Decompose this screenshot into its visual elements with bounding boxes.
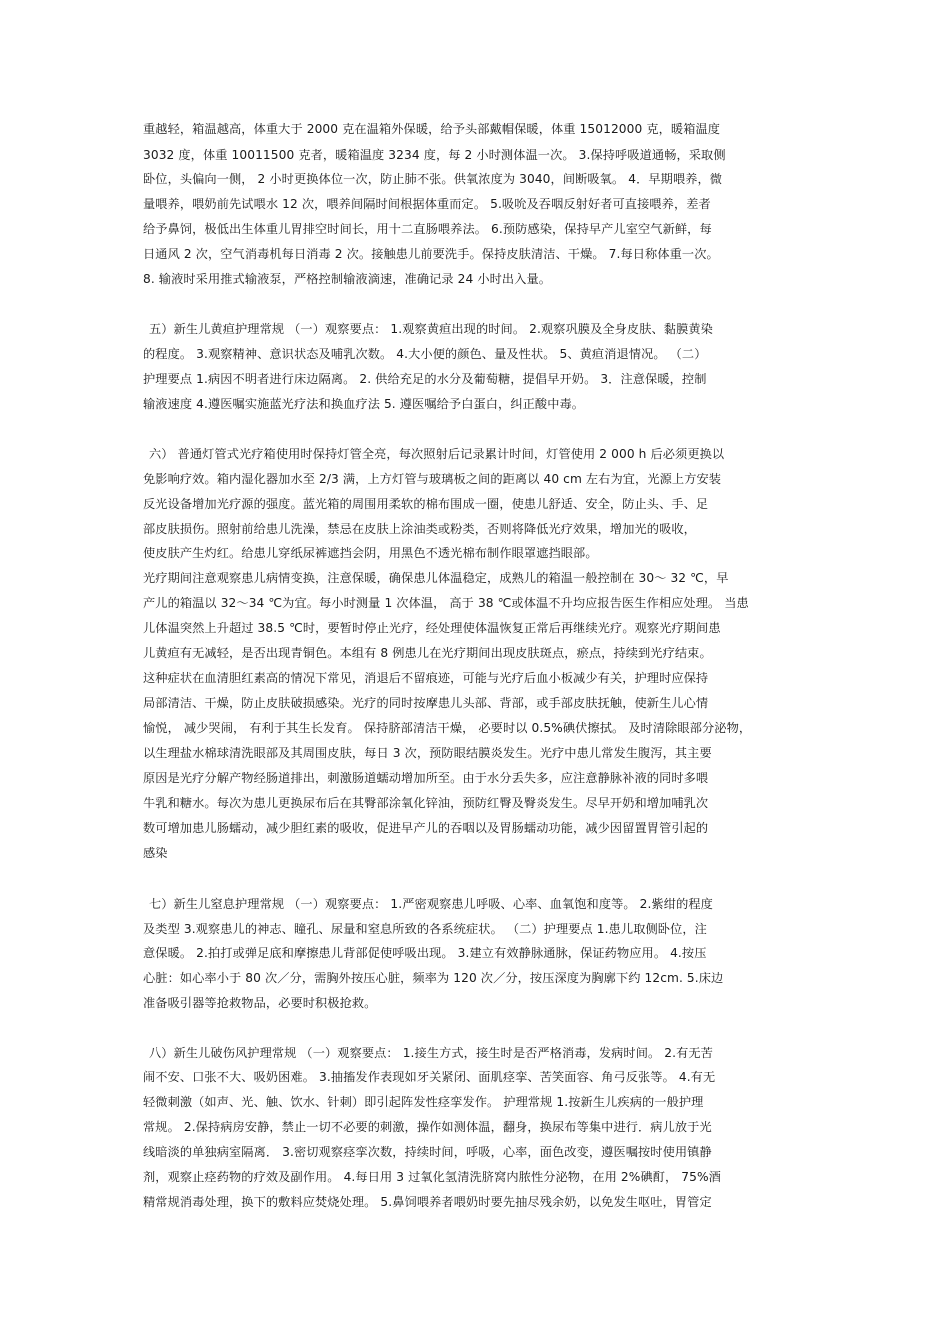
text-line: 部皮肤损伤。照射前给患儿洗澡，禁忌在皮肤上涂油类或粉类，否则将降低光疗效果，增加光的吸收， xyxy=(143,522,696,536)
text-line: 剂，观察止痉药物的疗效及副作用。 4.每日用 3 过氧化氢清洗脐窝内脓性分泌物，在用 2%碘酊， 75%酒 xyxy=(143,1170,721,1184)
text-line: 准备吸引器等抢救物品，必要时积极抢救。 xyxy=(143,996,377,1010)
section-6-heading-line: 六） 普通灯管式光疗箱使用时保持灯管全亮，每次照射后记录累计时间，灯管使用 2 000 h 后必须更换以 xyxy=(149,447,725,461)
text-line: 日通风 2 次，空气消毒机每日消毒 2 次。接触患儿前要洗手。保持皮肤清洁、干燥。 7.每日称体重一次。 xyxy=(143,247,719,261)
text-line: 使皮肤产生灼红。给患儿穿纸尿裤遮挡会阴，用黑色不透光棉布制作眼罩遮挡眼部。 xyxy=(143,546,598,560)
text-line: 3032 度，体重 10011500 克者，暖箱温度 3234 度，每 2 小时测体温一次。 3.保持呼吸道通畅，采取侧 xyxy=(143,148,726,162)
section-5-heading-line: 五）新生儿黄疸护理常规 （一）观察要点： 1.观察黄疸出现的时间。 2.观察巩膜及全身皮肤、黏膜黄染 xyxy=(149,322,713,336)
text-line: 卧位，头偏向一侧， 2 小时更换体位一次，防止肺不张。供氧浓度为 3040，间断吸氧。 4．早期喂养，微 xyxy=(143,172,723,186)
text-line: 免影响疗效。箱内湿化器加水至 2/3 满，上方灯管与玻璃板之间的距离以 40 cm 左右为宜，光源上方安装 xyxy=(143,472,722,486)
text-line: 闹不安、口张不大、吸奶困难。 3.抽搐发作表现如牙关紧闭、面肌痉挛、苦笑面容、角弓反张等。 4.有无 xyxy=(143,1070,716,1084)
text-line: 给予鼻饲，极低出生体重儿胃排空时间长，用十二直肠喂养法。 6.预防感染，保持早产儿室空气新鲜，每 xyxy=(143,222,712,236)
text-line: 愉悦， 减少哭闹， 有利于其生长发育。 保持脐部清洁干燥， 必要时以 0.5%碘伏擦拭。 及时清除眼部分泌物， xyxy=(143,721,752,735)
text-line: 产儿的箱温以 32～34 ℃为宜。每小时测量 1 次体温， 高于 38 ℃或体温不升均应报告医生作相应处理。 当患 xyxy=(143,596,749,610)
text-line: 输液速度 4.遵医嘱实施蓝光疗法和换血疗法 5. 遵医嘱给予白蛋白，纠正酸中毒。 xyxy=(143,397,585,411)
text-line: 的程度。 3.观察精神、意识状态及哺乳次数。 4.大小便的颜色、量及性状。 5、黄疸消退情况。 （二） xyxy=(143,347,707,361)
text-line: 8. 输液时采用推式输液泵，严格控制输液滴速，准确记录 24 小时出入量。 xyxy=(143,272,552,286)
text-line: 护理要点 1.病因不明者进行床边隔离。 2. 供给充足的水分及葡萄糖，提倡早开奶。 3．注意保暖，控制 xyxy=(143,372,707,386)
text-line: 心脏：如心率小于 80 次／分，需胸外按压心脏，频率为 120 次／分，按压深度为胸廓下约 12cm. 5.床边 xyxy=(143,971,724,985)
text-line: 线暗淡的单独病室隔离． 3.密切观察痉挛次数，持续时间，呼吸，心率，面色改变，遵医嘱按时使用镇静 xyxy=(143,1145,712,1159)
text-line: 原因是光疗分解产物经肠道排出，刺激肠道蠕动增加所至。由于水分丢失多，应注意静脉补液的同时多喂 xyxy=(143,771,709,785)
text-line: 反光设备增加光疗源的强度。蓝光箱的周围用柔软的棉布围成一圈，使患儿舒适、安全，防止头、手、足 xyxy=(143,497,709,511)
text-line: 数可增加患儿肠蠕动，减少胆红素的吸收，促进早产儿的吞咽以及胃肠蠕动功能，减少因留置胃管引起的 xyxy=(143,821,709,835)
text-line: 常规。 2.保持病房安静，禁止一切不必要的刺激，操作如测体温，翻身，换尿布等集中进行．病儿放于光 xyxy=(143,1120,712,1134)
text-line: 精常规消毒处理，换下的敷料应焚烧处理。 5.鼻饲喂养者喂奶时要先抽尽残余奶，以免发生呕吐，胃管定 xyxy=(143,1195,712,1209)
text-line: 这种症状在血清胆红素高的情况下常见，消退后不留痕迹，可能与光疗后血小板减少有关，护理时应保持 xyxy=(143,671,709,685)
text-line: 光疗期间注意观察患儿病情变换，注意保暖，确保患儿体温稳定，成熟儿的箱温一般控制在 30～ 32 ℃，早 xyxy=(143,571,729,585)
section-8-heading-line: 八）新生儿破伤风护理常规 （一）观察要点： 1.接生方式，接生时是否严格消毒，发病时间。 2.有无苦 xyxy=(149,1046,713,1060)
text-line: 以生理盐水棉球清洗眼部及其周围皮肤，每日 3 次，预防眼结膜炎发生。光疗中患儿常发生腹泻，其主要 xyxy=(143,746,712,760)
text-line: 感染 xyxy=(143,846,168,860)
text-line: 及类型 3.观察患儿的神志、瞳孔、尿量和窒息所致的各系统症状。 （二）护理要点 1.患儿取侧卧位，注 xyxy=(143,922,707,936)
section-7-heading-line: 七）新生儿窒息护理常规 （一）观察要点： 1.严密观察患儿呼吸、心率、血氧饱和度等。 2.紫绀的程度 xyxy=(149,897,713,911)
text-line: 轻微刺激（如声、光、触、饮水、针刺）即引起阵发性痉挛发作。 护理常规 1.按新生儿疾病的一般护理 xyxy=(143,1095,704,1109)
text-line: 量喂养，喂奶前先试喂水 12 次，喂养间隔时间根据体重而定。 5.吸吮及吞咽反射好者可直接喂养，差者 xyxy=(143,197,711,211)
text-line: 局部清洁、干燥，防止皮肤破损感染。光疗的同时按摩患儿头部、背部，或手部皮肤抚触，使新生儿心情 xyxy=(143,696,709,710)
text-line: 牛乳和糖水。每次为患儿更换尿布后在其臀部涂氧化锌油，预防红臀及臀炎发生。尽早开奶和增加哺乳次 xyxy=(143,796,709,810)
text-line: 儿黄疸有无减轻，是否出现青铜色。本组有 8 例患儿在光疗期间出现皮肤斑点，瘀点，持续到光疗结束。 xyxy=(143,646,712,660)
text-line: 重越轻，箱温越高，体重大于 2000 克在温箱外保暖，给予头部戴帽保暖，体重 15012000 克，暖箱温度 xyxy=(143,122,721,136)
text-line: 意保暖。 2.拍打或弹足底和摩擦患儿背部促使呼吸出现。 3.建立有效静脉通脉，保证药物应用。 4.按压 xyxy=(143,946,707,960)
text-line: 儿体温突然上升超过 38.5 ℃时，要暂时停止光疗，经处理使体温恢复正常后再继续光疗。观察光疗期间患 xyxy=(143,621,721,635)
